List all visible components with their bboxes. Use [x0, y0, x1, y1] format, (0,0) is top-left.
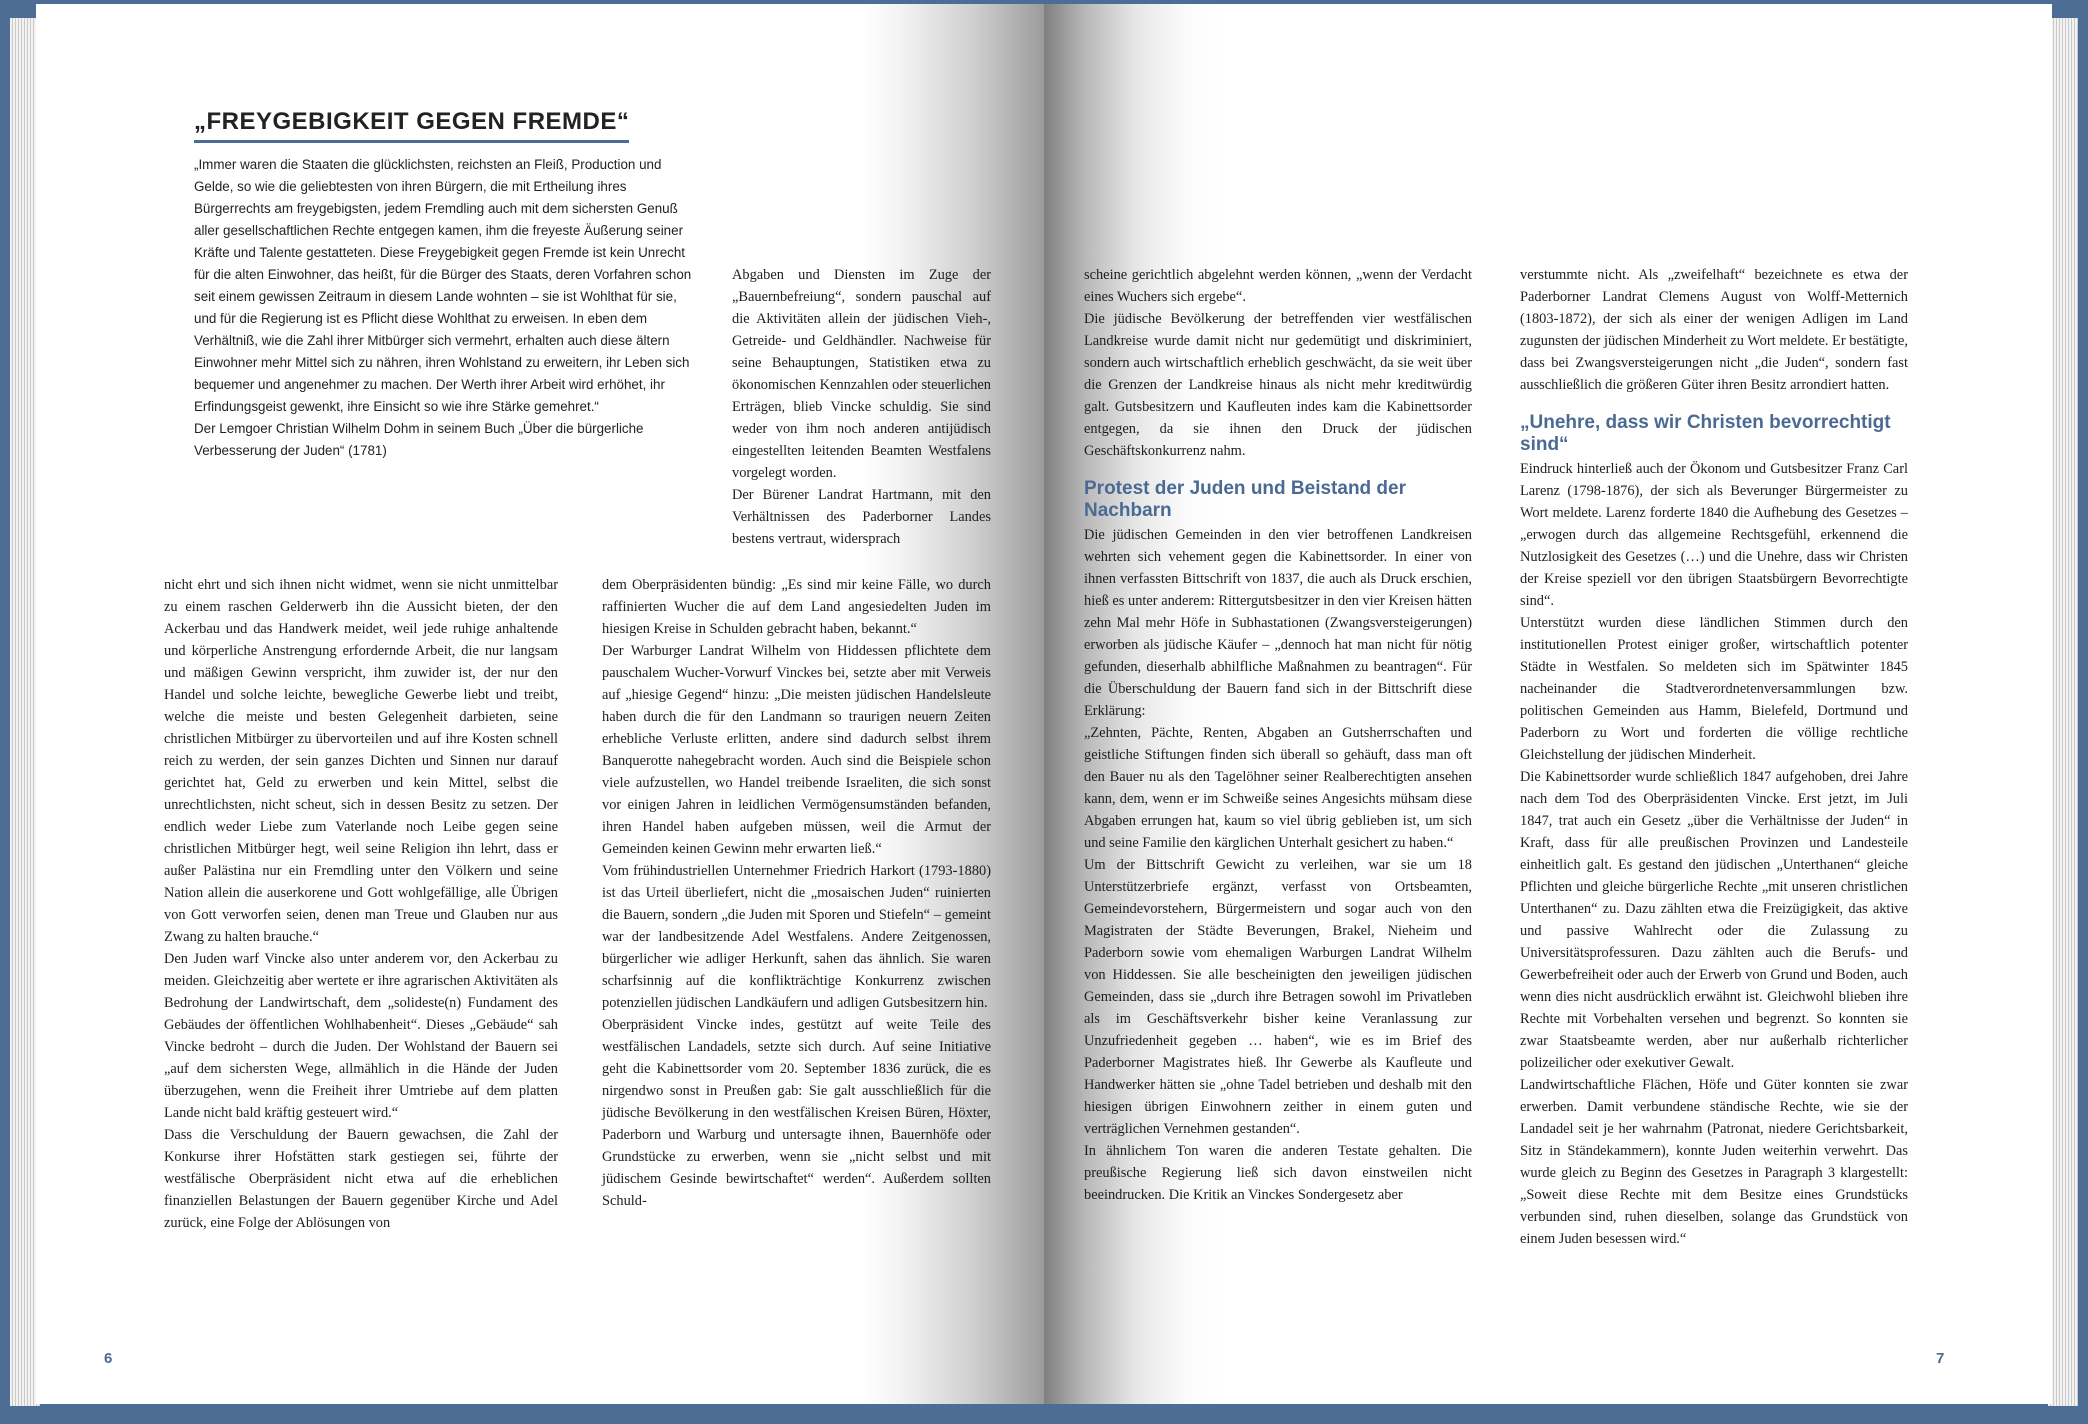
quote-text: „Immer waren die Staaten die glücklichsten, reichsten an Fleiß, Production und Gelde, so wie die geliebtesten von ihren Bürgern, die mit Ertheilung ihres Bürgerrechts am freygebigsten, jedem Fremdling auch mit dem sichersten Genuß aller gesellschaftlichen Rechte entgegen kamen, ihm die freyeste Äußerung seiner Kräfte und Talente gestatteten. Diese Freygebigkeit gegen Fremde ist kein Unrecht für die alten Einwohner, das heißt, für die Bürger des Staats, deren Vorfahren schon seit einem gewissen Zeitraum in diesem Lande wohnten – sie ist Wohlthat für sie, und für die Regierung ist es Pflicht diese Wohlthat zu erweisen. In eben dem Verhältniß, wie die Zahl ihrer Mitbürger sich vermehrt, erhalten auch diese ältern Einwohner mehr Mittel sich zu nähren, ihren Wohlstand zu erweitern, ihr Leben sich bequemer und angenehmer zu machen. Der Werth ihrer Arbeit wird erhöhet, ihr Erfindungsgeist gewenkt, ihre Einsicht so wie ihre Stärke gemehret.“ — [194, 157, 692, 414]
section-heading-protest: Protest der Juden und Beistand der Nachbarn — [1084, 478, 1406, 521]
column-2-bottom — [602, 574, 991, 1212]
paragraph: Unterstützt wurden diese ländlichen Stimmen durch den institutionellen Protest einiger großer, wirtschaftlich potenter Städte in Westfalen. So meldeten sich im Spätwinter 1845 nacheinander die Stadtverordnetenversammlungen bzw. politischen Gemeinden aus Hamm, Bielefeld, Dortmund und Paderborn zu Wort und forderten die völlige rechtliche Gleichstellung der jüdischen Minderheit. — [1520, 615, 1908, 763]
quote-source: Der Lemgoer Christian Wilhelm Dohm in seinem Buch „Über die bürgerliche Verbesserung der Juden“ (1781) — [194, 421, 644, 458]
paragraph: Oberpräsident Vincke indes, gestützt auf weite Teile des westfälischen Landadels, setzte sich durch. Auf seine Initiative geht die Kabinettsorder vom 20. September 1836 zurück, die es nirgendwo sonst in Preußen gab: Sie galt ausschließlich für die jüdische Bevölkerung in den westfälischen Kreisen Büren, Höxter, Paderborn und Warburg und untersagte ihnen, Bauernhöfe oder Grundstücke zu erwerben, wenn sie „nicht selbst und mit jüdischem Gesinde bewirtschaftet“ werden“. Außerdem sollten Schuld- — [602, 1017, 991, 1209]
paragraph: Vom frühindustriellen Unternehmer Friedrich Harkort (1793-1880) ist das Urteil überliefert, nicht die „mosaischen Juden“ ruinierten die Bauern, sondern „die Juden mit Sporen und Stiefeln“ – gemeint war der landbesitzende Adel Westfalens. Andere Zeitgenossen, bürgerlicher wie adliger Herkunft, sahen das ähnlich. Sie waren scharfsinnig auf die konflikträchtige Konkurrenz zwischen potenziellen jüdischen Landkäufern und adligen Gutsbesitzern hin. — [602, 863, 991, 1011]
page-title: „FREYGEBIGKEIT GEGEN FREMDE“ — [194, 108, 629, 143]
paragraph: Die jüdischen Gemeinden in den vier betroffenen Landkreisen wehrten sich vehement gegen die Kabinettsorder. In einer von ihnen verfassten Bittschrift von 1837, die auch als Druck erschien, hieß es unter anderem: Rittergutsbesitzer in den vier Kreisen hätten zehn Mal mehr Höfe in Subhastationen (Zwangsversteigerungen) erworben als jüdische Käufer – „dennoch hat man nicht für nötig gefunden, dieserhalb abhilfliche Maßnahmen zu beantragen“. Für die Überschuldung der Bauern fand sich in der Bittschrift diese Erklärung: — [1084, 527, 1472, 719]
column-2-top — [732, 264, 991, 550]
paragraph: Abgaben und Diensten im Zuge der „Bauernbefreiung“, sondern pauschal auf die Aktivitäten allein der jüdischen Vieh-, Getreide- und Geldhändler. Nachweise für seine Behauptungen, Statistiken etwa zu ökonomischen Kennzahlen oder steuerlichen Erträgen, blieb Vincke schuldig. Sie sind weder von ihm noch anderen antijüdisch eingestellten leitenden Beamten Westfalens vorgelegt worden. — [732, 267, 991, 481]
column-1 — [164, 574, 558, 1234]
page-edge-right — [2048, 18, 2078, 1406]
paragraph: Die jüdische Bevölkerung der betreffenden vier westfälischen Landkreise wurde damit nicht nur gedemütigt und diskriminiert, sondern auch wirtschaftlich erheblich geschwächt, da sie weit über die Grenzen der Landkreise hinaus als nicht mehr kreditwürdig galt. Gutsbesitzern und Kaufleuten indes kam die Kabinettsorder entgegen, da sie ihnen den Druck der jüdischen Geschäftskonkurrenz nahm. — [1084, 311, 1472, 459]
column-4 — [1520, 264, 1908, 1250]
paragraph: Eindruck hinterließ auch der Ökonom und Gutsbesitzer Franz Carl Larenz (1798-1876), der sich als Beverunger Bürgermeister zu Wort meldete. Larenz forderte 1840 die Aufhebung des Gesetzes – „erwogen durch das allgemeine Rechtsgefühl, erkennend die Nutzlosigkeit des Gesetzes (…) und die Unehre, dass wir Christen der Kreise speziell vor den übrigen Staatsbürgern Bevorrechtigte sind“. — [1520, 461, 1908, 609]
paragraph: In ähnlichem Ton waren die anderen Testate gehalten. Die preußische Regierung ließ sich davon einstweilen nicht beeindrucken. Die Kritik an Vinckes Sondergesetz aber — [1084, 1143, 1472, 1203]
paragraph: Den Juden warf Vincke also unter anderem vor, den Ackerbau zu meiden. Gleichzeitig aber wertete er ihre agrarischen Aktivitäten als Bedrohung der Landwirtschaft, dem „solideste(n) Fundament des Gebäudes der öffentlichen Wohlhabenheit“. Dieses „Gebäude“ sah Vincke bedroht – durch die Juden. Der Wohlstand der Bauern sei „auf dem sichersten Wege, allmählich in die Hände der Juden überzugehen, wenn die Freiheit ihrer Umtriebe auf dem platten Lande nicht bald kräftig gesteuert wird.“ — [164, 951, 558, 1121]
paragraph: Der Bürener Landrat Hartmann, mit den Verhältnissen des Paderborner Landes bestens vertraut, widersprach — [732, 487, 991, 547]
page-number-right: 7 — [1936, 1350, 1945, 1367]
column-3 — [1084, 264, 1472, 1206]
paragraph: nicht ehrt und sich ihnen nicht widmet, wenn sie nicht unmittelbar zu einem raschen Gelderwerb ihn die Aussicht bieten, der den Ackerbau und das Handwerk meidet, weil jede ruhige anhaltende und körperliche Anstrengung erfordernde Arbeit, die nur langsam und mäßigen Gewinn verspricht, ihm zuwider ist, der nur den Handel und solche leichte, bewegliche Gewerbe liebt und treibt, welche die meiste und besten Gelegenheit darbieten, seine christlichen Mitbürger zu übervorteilen und auf ihre Kosten schnell reich zu werden, der sein ganzes Dichten und Sinnen nur darauf gerichtet hat, Geld zu erwerben und kein Mittel, selbst die unrechtlichsten, nicht scheut, sich in dessen Besitz zu setzen. Der endlich weder Liebe zum Vaterlande noch Leibe gegen seine christlichen Mitbürger hegt, weil seine Religion ihn lehrt, dass er außer Palästina nur ein Fremdling unter den Völkern und seine Nation allein die auserkorene und Gott wohlgefällige, alle Übrigen von Gott verworfen seien, denen man Treue und Glauben nur aus Zwang zu halten brauche.“ — [164, 577, 558, 945]
paragraph: Die Kabinettsorder wurde schließlich 1847 aufgehoben, drei Jahre nach dem Tod des Oberpräsidenten Vincke. Erst jetzt, im Juli 1847, trat auch ein Gesetz „über die Verhältnisse der Juden“ in Kraft, dass für alle preußischen Provinzen und Landesteile einheitlich galt. Es gestand den jüdischen „Unterthanen“ gleiche Pflichten und gleiche bürgerliche Rechte „mit unseren christlichen Unterthanen“ zu. Dazu zählten etwa die Freizügigkeit, das aktive und passive Wahlrecht oder die Zulassung zu Universitätsprofessuren. Dazu zählten auch die Berufs- und Gewerbefreiheit oder auch der Erwerb von Grund und Boden, auch wenn dies nicht ausdrücklich erwähnt ist. Gleichwohl blieben ihre Rechte mit Vorbehalten versehen und begrenzt. So konnten sie zwar Staatsbeamte werden, aber nur außerhalb richterlicher polizeilicher oder exekutiver Gewalt. — [1520, 769, 1908, 1071]
paragraph: Landwirtschaftliche Flächen, Höfe und Güter konnten sie zwar erwerben. Damit verbundene ständische Rechte, wie sie der Landadel seit je her wahrnahm (Patronat, niedere Gerichtsbarkeit, Sitz in Ständekammern), konnte Juden weiterhin verwehrt. Das wurde gleich zu Beginn des Gesetzes in Paragraph 3 klargestellt: „Soweit diese Rechte mit dem Besitze eines Grundstücks verbunden sind, ruhen dieselben, solange das Grundstück von einem Juden besessen wird.“ — [1520, 1077, 1908, 1247]
right-page — [1044, 4, 2052, 1404]
left-page — [36, 4, 1044, 1404]
paragraph: Dass die Verschuldung der Bauern gewachsen, die Zahl der Konkurse ihrer Hofstätten stark gestiegen sei, führte der westfälische Oberpräsident nicht etwa auf die erheblichen finanziellen Belastungen der Bauern gegenüber Kirche und Adel zurück, eine Folge der Ablösungen von — [164, 1127, 558, 1231]
paragraph: dem Oberpräsidenten bündig: „Es sind mir keine Fälle, wo durch raffinierten Wucher die auf dem Land angesiedelten Juden im hiesigen Kreise in Schulden gebracht haben, bekannt.“ — [602, 577, 991, 637]
page-number-left: 6 — [104, 1350, 113, 1367]
paragraph: „Zehnten, Pächte, Renten, Abgaben an Gutsherrschaften und geistliche Stiftungen finden sich überall so gehäuft, dass man oft den Bauer nu als den Tagelöhner seiner Realberechtigten ansehen kann, dem, wenn er im Schweiße seines Angesichts mühsam diese Abgaben errungen hat, kaum so viel übrig geblieben ist, um sich und seine Familie den kärglichen Unterhalt gesichert zu haben.“ — [1084, 725, 1472, 851]
quote-block — [194, 154, 694, 462]
paragraph: Der Warburger Landrat Wilhelm von Hiddessen pflichtete dem pauschalem Wucher-Vorwurf Vinckes bei, setzte aber mit Verweis auf „hiesige Gegend“ hinzu: „Die meisten jüdischen Handelsleute haben durch die für den Landmann so traurigen neuern Zeiten erhebliche Verluste erlitten, andere sind dadurch selbst ihrem Banquerotte nahegebracht worden. Auch sind die Beispiele schon viele aufzustellen, wo Handel treibende Israeliten, die sich sonst vor einigen Jahren in leidlichen Vermögensumständen befanden, ihren Handel haben aufgeben müssen, weil die Armut der Gemeinden keinen Gewinn mehr erwarten ließ.“ — [602, 643, 991, 857]
paragraph: verstummte nicht. Als „zweifelhaft“ bezeichnete es etwa der Paderborner Landrat Clemens August von Wolff-Metternich (1803-1872), der sich als einer der wenigen Adligen im Land zugunsten der jüdischen Minderheit zu Wort meldete. Er bestätigte, dass bei Zwangsversteigerungen nicht „die Juden“, sondern fast ausschließlich die größeren Güter ihren Besitz arrondiert hatten. — [1520, 267, 1908, 393]
paragraph: scheine gerichtlich abgelehnt werden können, „wenn der Verdacht eines Wuchers sich ergebe“. — [1084, 267, 1472, 305]
paragraph: Um der Bittschrift Gewicht zu verleihen, war sie um 18 Unterstützerbriefe ergänzt, verfasst von Ortsbeamten, Gemeindevorstehern, Bürgermeistern und sogar auch von den Magistraten der Städte Beverungen, Brakel, Nieheim und Paderborn sowie vom ehemaligen Warburgen Landrat Wilhelm von Hiddessen. Sie alle bescheinigten den jeweiligen jüdischen Gemeinden, dass sie „durch ihre Betragen sowohl im Privatleben als im Geschäftsverkehr bisher keine Veranlassung zur Unzufriedenheit gegeben … haben“, wie es im Brief des Paderborner Magistrates hieß. Ihr Gewerbe als Kaufleute und Handwerker hätten sie „ohne Tadel betrieben und deshalb mit den hiesigen übrigen Einwohnern zeither in einem guten und verträglichen Vernehmen gestanden“. — [1084, 857, 1472, 1137]
section-heading-unehre: „Unehre, dass wir Christen bevorrechtigt sind“ — [1520, 412, 1891, 455]
